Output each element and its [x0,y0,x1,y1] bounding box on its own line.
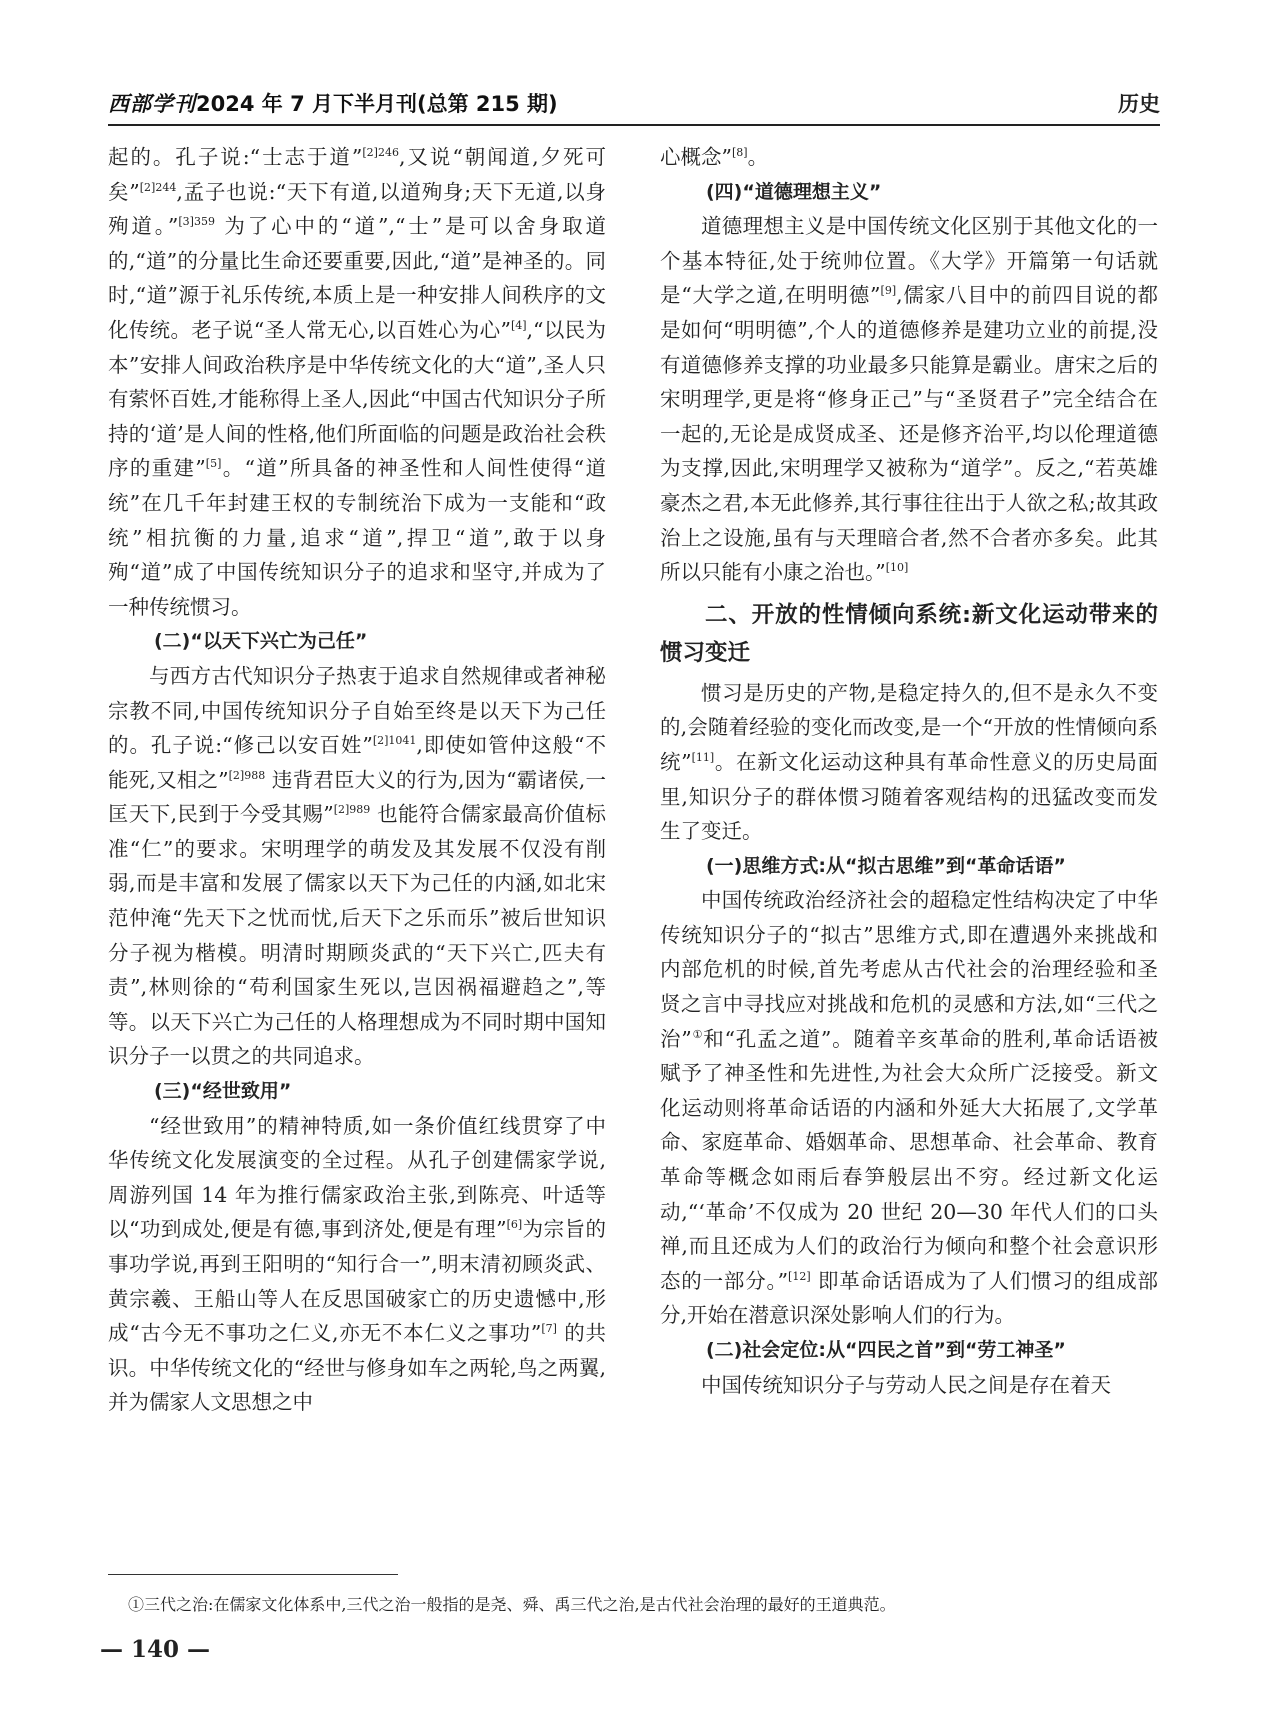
subsection-heading: (二)社会定位:从“四民之首”到“劳工神圣” [706,1339,1066,1361]
citation: [3]359 [178,215,215,229]
page-number: — 140 — [100,1636,211,1663]
journal-logo: 西部学刊 [108,91,196,116]
subsection-heading: (一)思维方式:从“拟古思维”到“革命话语” [706,854,1066,877]
header-rule [108,124,1160,126]
section-heading: 二、开放的性情倾向系统:新文化运动带来的惯习变迁 [660,601,1158,666]
section-name: 历史 [1118,92,1160,116]
page-header [108,86,1160,126]
citation: [4] [510,318,527,332]
citation: [12] [788,1269,811,1283]
citation: [2]244 [139,180,177,194]
paragraph: 道德理想主义是中国传统文化区别于其他文化的一个基本特征,处于统帅位置。《大学》开篇第一句话就是“大学之道,在明明德”[9],儒家八目中的前四目说的都是如何“明明德”,个人的道德修养是建功立业的前提,没有道德修养支撑的功业最多只能算是霸业。唐宋之后的宋明理学,更是将“修身正己”与“圣贤君子”完全结合在一起的,无论是成贤成圣、还是修齐治平,均以伦理道德为支撑,因此,宋明理学又被称为“道学”。反之,“若英雄豪杰之君,本无此修养,其行事往往出于人欲之私;故其政治上之设施,虽有与天理暗合者,然不合者亦多矣。此其所以只能有小康之治也。”[10] [660,214,1158,585]
right-column [660,140,1158,1402]
footnote: ①三代之治:在儒家文化体系中,三代之治一般指的是尧、舜、禹三代之治,是古代社会治理的最好的王道典范。 [128,1595,896,1614]
citation: [10] [885,561,909,575]
subsection-heading: (三)“经世致用” [154,1080,292,1103]
citation: [7] [541,1322,557,1336]
citation: [2]989 [333,803,371,817]
citation: [2]988 [228,768,266,782]
citation: [6] [506,1218,523,1232]
issue-text: 2024 年 7 月下半月刊(总第 215 期) [196,92,558,116]
subsection-heading: (二)“以天下兴亡为己任” [154,630,368,653]
footnote-rule [108,1574,398,1575]
paragraph: 与西方古代知识分子热衷于追求自然规律或者神秘宗教不同,中国传统知识分子自始至终是以天下为己任的。孔子说:“修己以安百姓”$^{[2]1041}$,即使如管仲这般“不能死,又相之”$^{[2]988}$ 违背君臣大义的行为,因为“霸诸侯,一匡天下,民到于今受其赐”$^{[2]989}$ 也能符合儒家最高价值标准“仁”的要求。宋明理学的萌发及其发展不仅没有削弱,而是丰富和发展了儒家以天下为己任的内涵,如北宋范仲淹“先天下之忧而忧,后天下之乐而乐”被后世知识分子视为楷模。明清时期顾炎武的“天下兴亡,匹夫有责”,林则徐的“苟利国家生死以,岂因祸福避趋之”,等等。以天下兴亡为己任的人格理想成为不同时期中国知识分子一以贯之的共同追求。 [108,663,607,1069]
subsection-heading: (四)“道德理想主义” [706,180,882,203]
citation: [5] [205,457,222,471]
paragraph: 中国传统政治经济社会的超稳定性结构决定了中华传统知识分子的“拟古”思维方式,即在遭遇外来挑战和内部危机的时候,首先考虑从古代社会的治理经验和圣贤之言中寻找应对挑战和危机的灵感和方法,如“三代之治”①和“孔孟之道”。随着辛亥革命的胜利,革命话语被赋予了神圣性和先进性,为社会大众所广泛接受。新文化运动则将革命话语的内涵和外延大大拓展了,文学革命、家庭革命、婚姻革命、思想革命、社会革命、教育革命等概念如雨后春笋般层出不穷。经过新文化运动,“‘革命’不仅成为 20 世纪 20—30 年代人们的口头禅,而且还成为人们的政治行为倾向和整个社会意识形态的一部分。”[12] 即革命话语成为了人们惯习的组成部分,开始在潜意识深处影响人们的行为。 [660,888,1158,1328]
citation: [8] [731,146,748,159]
footnote-marker: ① [691,1027,704,1041]
paragraph: “经世致用”的精神特质,如一条价值红线贯穿了中华传统文化发展演变的全过程。从孔子创建儒家学说,周游列国 14 年为推行儒家政治主张,到陈亮、叶适等以“功到成处,便是有德,事到济处,便是有理”[6]为宗旨的事功学说,再到王阳明的“知行合一”,明末清初顾炎武、黄宗羲、王船山等人在反思国破家亡的历史遗憾中,形成“古今无不事功之仁义,亦无不本仁义之事功”[7] 的共识。中华传统文化的“经世与修身如车之两轮,鸟之两翼,并为儒家人文思想之中 [108,1113,606,1415]
citation: [2]246 [362,146,399,159]
paragraph: 起的。孔子说:“士志于道”$^{[2]246}$,又说“朝闻道,夕死可矣”$^{[2]244}$,孟子也说:“天下有道,以道殉身;天下无道,以身殉道。”$^{[3]359}$ 为了心中的“道”,“士”是可以舍身取道的,“道”的分量比生命还要重要,因此,“道”是神圣的。同时,“道”源于礼乐传统,本质上是一种安排人间秩序的文化传统。老子说“圣人常无心,以百姓心为心”[4],“以民为本”安排人间政治秩序是中华传统文化的大“道”,圣人只有萦怀百姓,才能称得上圣人,因此“中国古代知识分子所持的‘道’是人间的性格,他们所面临的问题是政治社会秩序的重建”[5]。“道”所具备的神圣性和人间性使得“道统”在几千年封建王权的专制统治下成为一支能和“政统”相抗衡的力量,追求“道”,捍卫“道”,敢于以身殉“道”成了中国传统知识分子的追求和坚守,并成为了一种传统惯习。 [108,145,606,619]
paragraph: 中国传统知识分子与劳动人民之间是存在着天 [701,1372,1111,1397]
paragraph: 心概念”[8]。 [660,145,769,169]
citation: [9] [880,284,897,298]
left-column [108,140,606,1420]
citation: [11] [691,750,715,764]
journal-issue [108,88,558,118]
citation: [2]1041 [372,734,417,748]
paragraph: 惯习是历史的产物,是稳定持久的,但不是永久不变的,会随着经验的变化而改变,是一个“开放的性情倾向系统”[11]。在新文化运动这种具有革命性意义的历史局面里,知识分子的群体惯习随着客观结构的迅猛改变而发生了变迁。 [660,680,1159,844]
